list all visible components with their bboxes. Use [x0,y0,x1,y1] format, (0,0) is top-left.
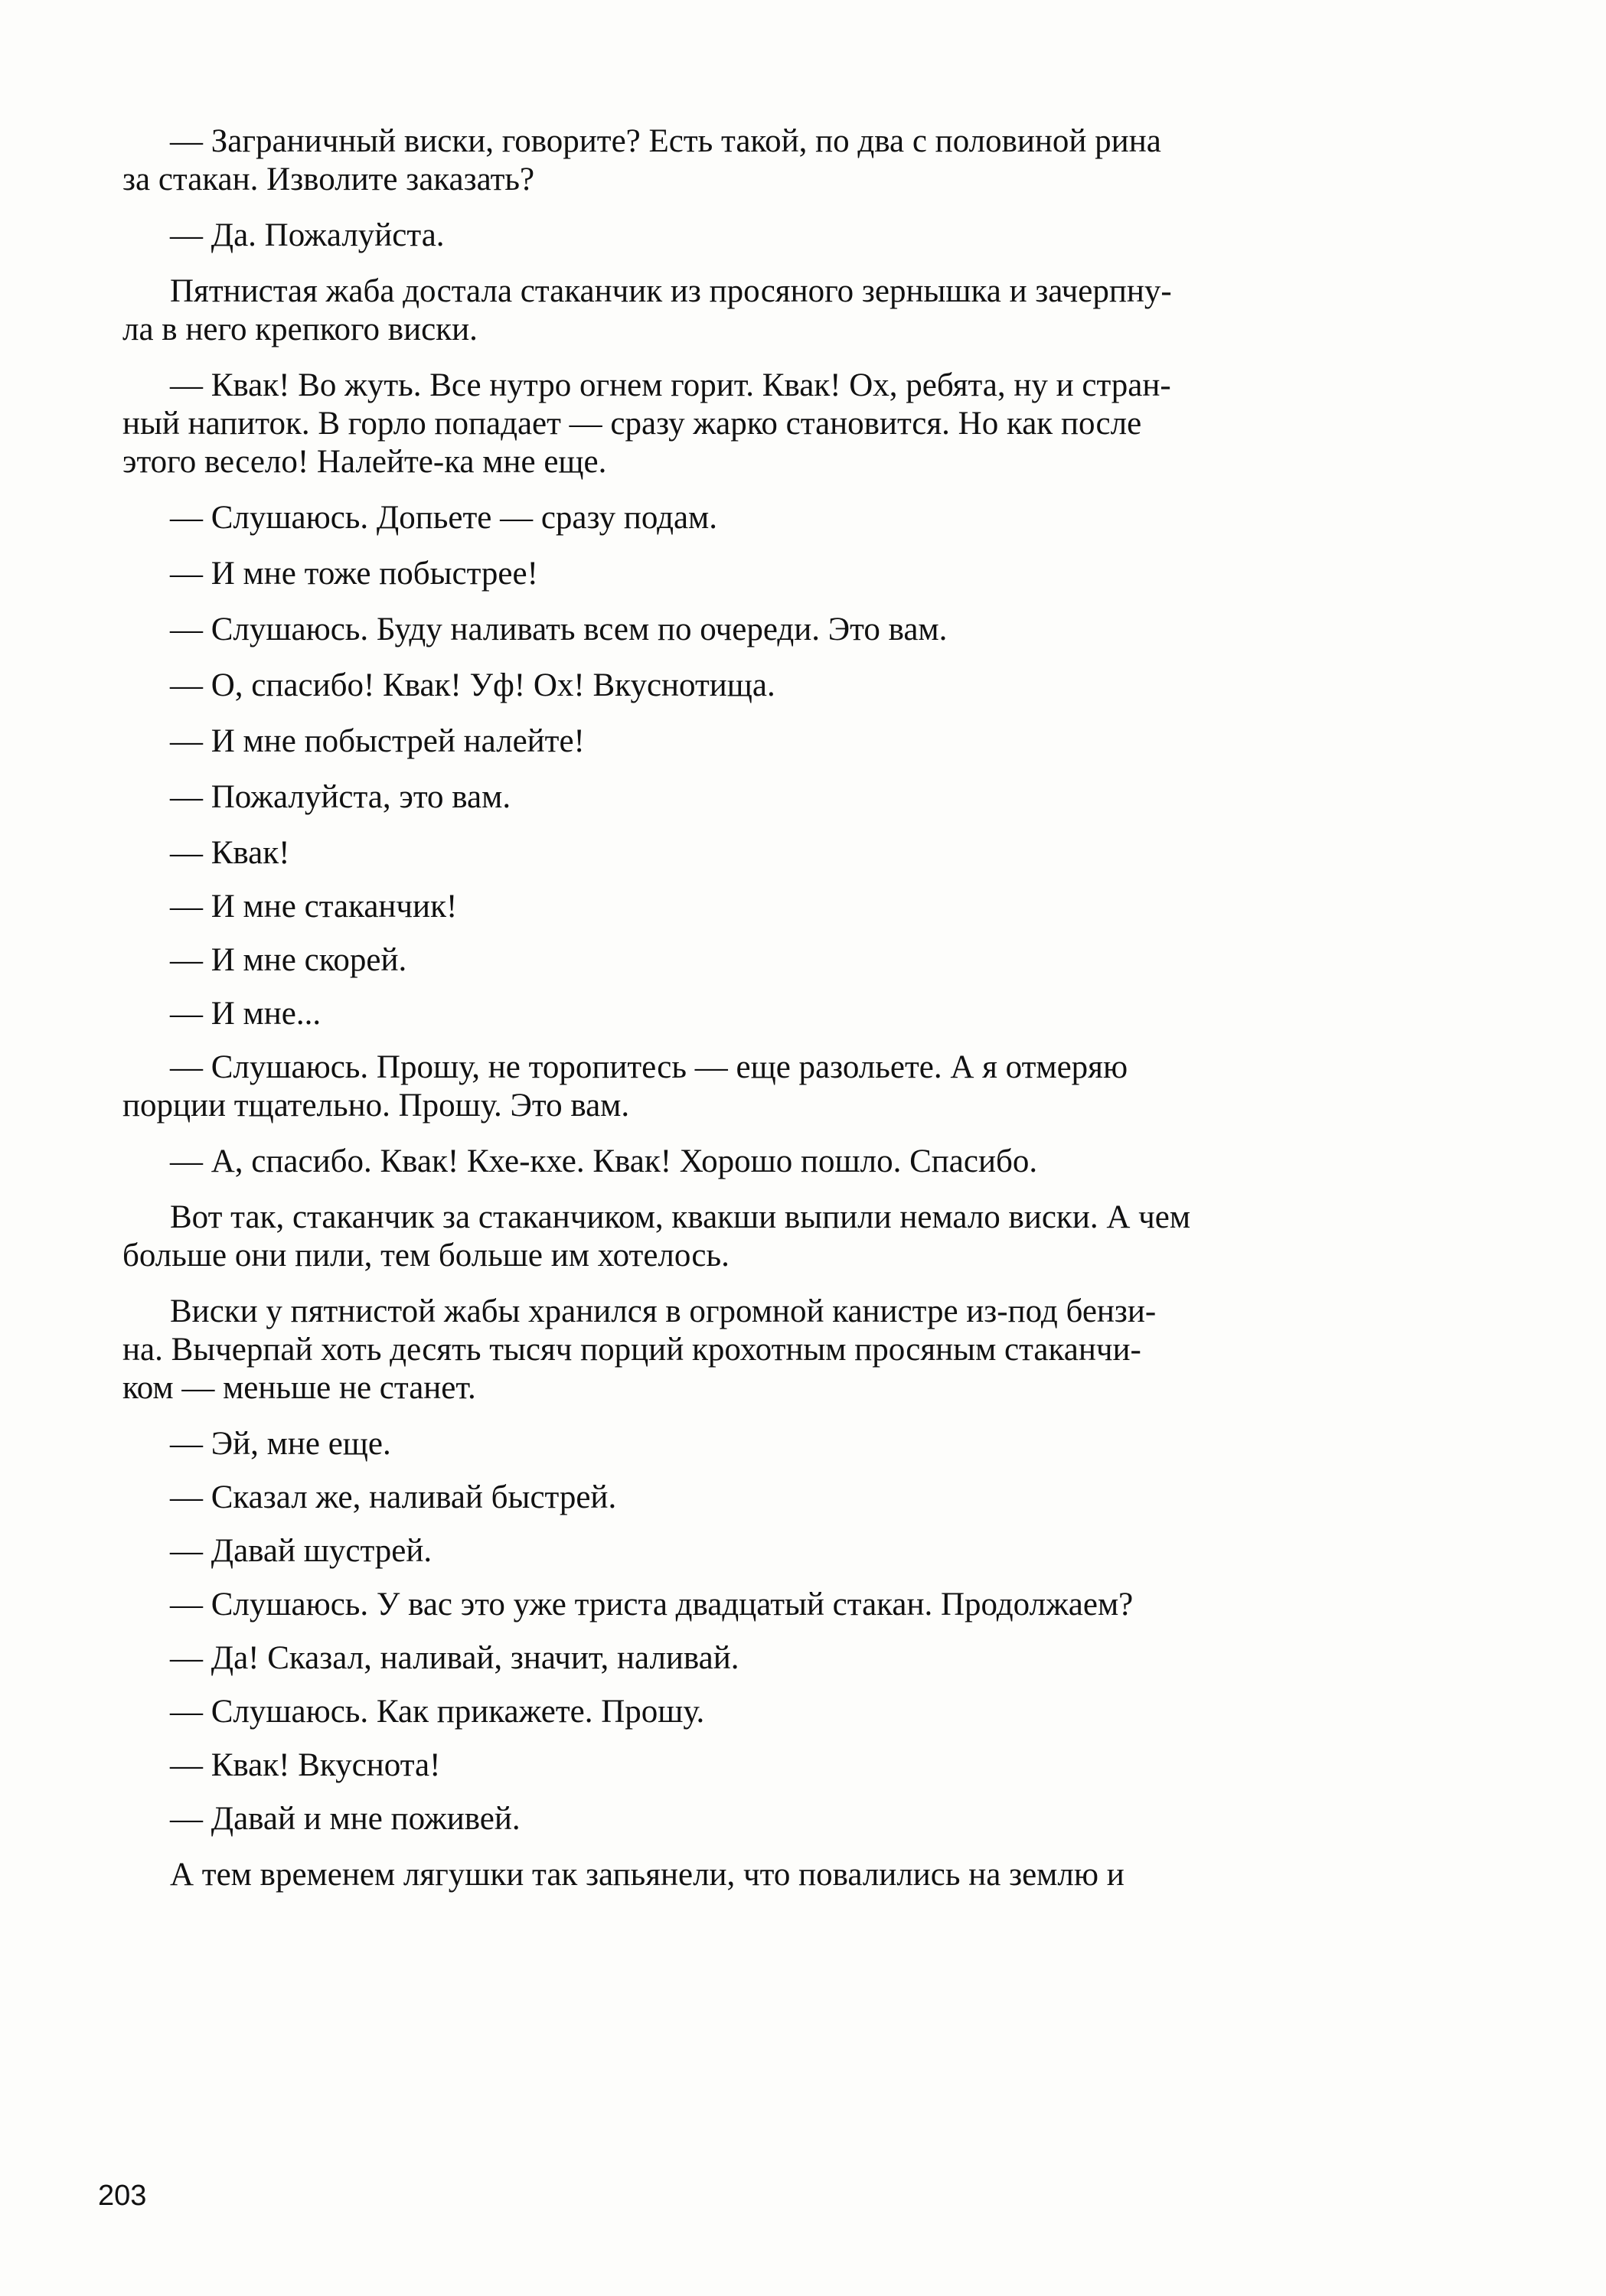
paragraph: — Да! Сказал, наливай, значит, наливай. [170,1640,739,1676]
paragraph: — И мне стаканчик! [170,889,458,925]
paragraph: — Сказал же, наливай быстрей. [170,1479,617,1515]
paragraph: — Слушаюсь. У вас это уже триста двадцатый стакан. Продолжаем? [170,1587,1134,1623]
paragraph: — Давай шустрей. [170,1533,433,1569]
paragraph: Виски у пятнистой жабы хранился в огромной канистре из-под бензи- на. Вычерпай хоть десять тысяч порций крохотным просяным стаканчи- ком — меньше не станет. [122,1293,1157,1406]
paragraph: — И мне скорей. [170,942,407,978]
paragraph: — Квак! [170,835,290,871]
paragraph: А тем временем лягушки так запьянели, что повалились на землю и [170,1857,1125,1893]
page-number: 203 [98,2180,147,2212]
paragraph: — Слушаюсь. Буду наливать всем по очереди. Это вам. [170,612,948,647]
body-text [122,122,1458,1912]
paragraph: — Слушаюсь. Как прикажете. Прошу. [170,1694,705,1730]
paragraph: — И мне побыстрей налейте! [170,723,585,759]
paragraph: — Да. Пожалуйста. [170,217,445,253]
paragraph: — Слушаюсь. Прошу, не торопитесь — еще разольете. А я отмеряю порции тщательно. Прошу. Это вам. [122,1049,1128,1124]
paragraph: — И мне... [170,996,322,1032]
paragraph: — Квак! Во жуть. Все нутро огнем горит. Квак! Ох, ребята, ну и стран- ный напиток. В горло попадает — сразу жарко становится. Но как после этого весело! Налейте-ка мне еще. [122,367,1171,480]
paragraph: — Квак! Вкуснота! [170,1747,441,1783]
paragraph: — А, спасибо. Квак! Кхе-кхе. Квак! Хорошо пошло. Спасибо. [170,1143,1038,1179]
paragraph: — Давай и мне поживей. [170,1801,521,1837]
paragraph: — Эй, мне еще. [170,1426,391,1462]
paragraph: — Заграничный виски, говорите? Есть такой, по два с половиной рина за стакан. Изволите заказать? [122,123,1161,197]
paragraph: — Пожалуйста, это вам. [170,779,511,815]
paragraph: Вот так, стаканчик за стаканчиком, квакши выпили немало виски. А чем больше они пили, тем больше им хотелось. [122,1199,1191,1274]
paragraph: — Слушаюсь. Допьете — сразу подам. [170,500,718,536]
paragraph: — И мне тоже побыстрее! [170,556,538,592]
paragraph: Пятнистая жаба достала стаканчик из просяного зернышка и зачерпну- ла в него крепкого виски. [122,273,1172,347]
paragraph: — О, спасибо! Квак! Уф! Ох! Вкуснотища. [170,667,775,703]
